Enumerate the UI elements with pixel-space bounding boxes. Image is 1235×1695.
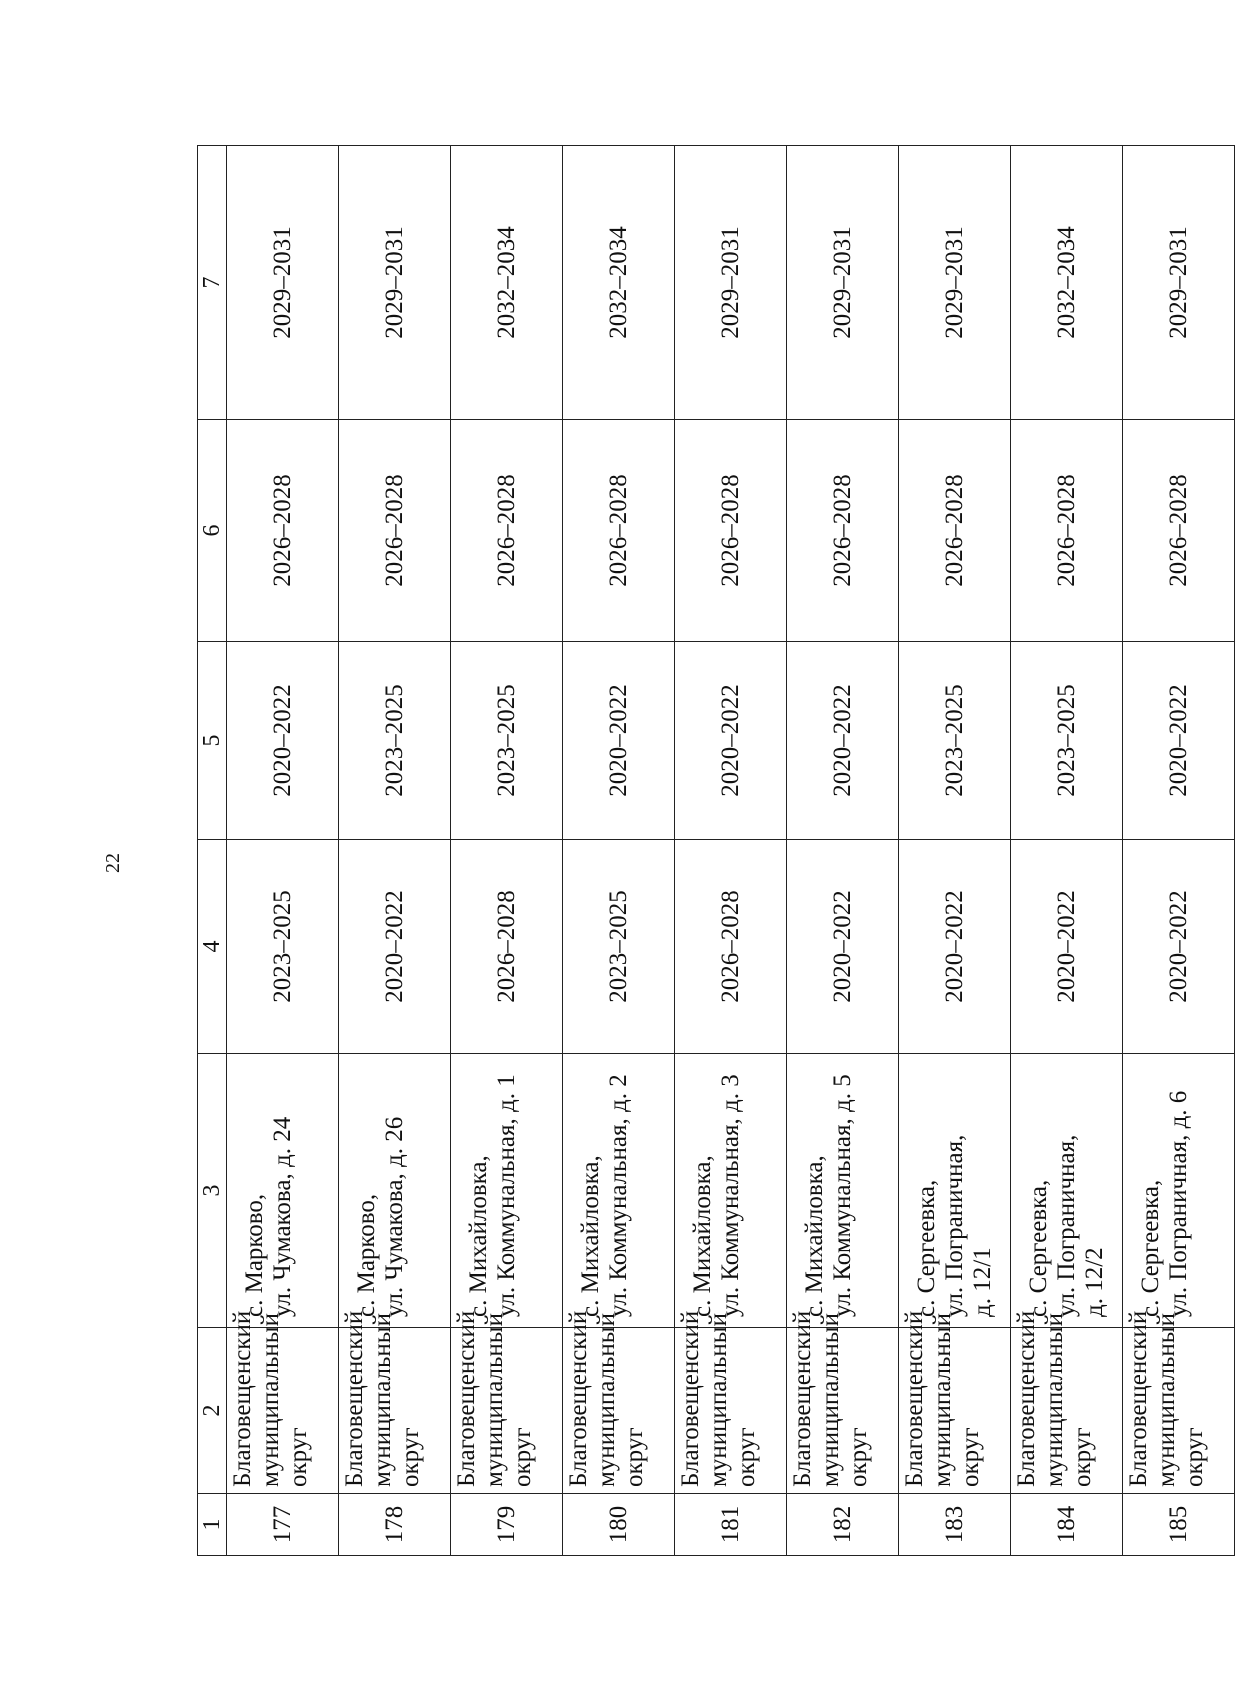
district-cell xyxy=(787,1310,899,1494)
address-cell xyxy=(339,1054,451,1328)
header-col-1: 1 xyxy=(198,1494,227,1556)
table-row xyxy=(675,146,787,1556)
address-line: ул. Пограничная, xyxy=(1053,1134,1080,1317)
address-line: д. 12/1 xyxy=(969,1247,996,1317)
period-cell-5: 2020–2022 xyxy=(787,642,899,840)
district-line: Благовещенский xyxy=(1013,1310,1040,1487)
address-line: ул. Пограничная, xyxy=(941,1134,968,1317)
district-line: муниципальный xyxy=(1153,1313,1180,1487)
period-cell-6: 2026–2028 xyxy=(563,420,675,642)
header-col-3: 3 xyxy=(198,1054,227,1328)
row-number-cell: 179 xyxy=(451,1494,563,1556)
schedule-table-container xyxy=(197,146,1208,1556)
address-line: д. 12/2 xyxy=(1081,1247,1108,1317)
district-line: Благовещенский xyxy=(229,1310,256,1487)
district-cell xyxy=(563,1310,675,1494)
address-line: ул. Коммунальная, д. 5 xyxy=(829,1074,856,1317)
address-cell xyxy=(899,1054,1011,1328)
district-line: муниципальный xyxy=(257,1313,284,1487)
period-cell-5: 2020–2022 xyxy=(227,642,339,840)
district-cell xyxy=(339,1310,451,1494)
period-cell-7: 2029–2031 xyxy=(787,146,899,420)
period-cell-5: 2023–2025 xyxy=(451,642,563,840)
period-cell-7: 2029–2031 xyxy=(675,146,787,420)
row-number-cell: 185 xyxy=(1123,1494,1235,1556)
period-cell-6: 2026–2028 xyxy=(451,420,563,642)
period-cell-7: 2032–2034 xyxy=(451,146,563,420)
district-line: муниципальный xyxy=(929,1313,956,1487)
table-row xyxy=(227,146,339,1556)
table-row xyxy=(1123,146,1235,1556)
row-number-cell: 181 xyxy=(675,1494,787,1556)
district-line: округ xyxy=(509,1427,536,1487)
district-line: округ xyxy=(285,1427,312,1487)
table-row xyxy=(899,146,1011,1556)
district-line: Благовещенский xyxy=(677,1310,704,1487)
address-cell xyxy=(787,1054,899,1328)
district-line: округ xyxy=(957,1427,984,1487)
row-number-cell: 183 xyxy=(899,1494,1011,1556)
period-cell-6: 2026–2028 xyxy=(1011,420,1123,642)
period-cell-4: 2020–2022 xyxy=(899,840,1011,1054)
address-cell xyxy=(1011,1054,1123,1328)
district-line: округ xyxy=(397,1427,424,1487)
address-line: с. Михайловка, xyxy=(801,1155,828,1317)
period-cell-6: 2026–2028 xyxy=(899,420,1011,642)
row-number-cell: 178 xyxy=(339,1494,451,1556)
header-col-2: 2 xyxy=(198,1328,227,1494)
address-line: ул. Коммунальная, д. 2 xyxy=(605,1074,632,1317)
district-line: округ xyxy=(1181,1427,1208,1487)
row-number-cell: 184 xyxy=(1011,1494,1123,1556)
period-cell-5: 2020–2022 xyxy=(1123,642,1235,840)
page-number: 22 xyxy=(101,853,124,873)
header-col-4: 4 xyxy=(198,840,227,1054)
header-col-6: 6 xyxy=(198,420,227,642)
table-body xyxy=(227,146,1235,1556)
district-line: Благовещенский xyxy=(901,1310,928,1487)
address-line: ул. Чумакова, д. 24 xyxy=(269,1116,296,1317)
address-line: с. Михайловка, xyxy=(465,1155,492,1317)
address-line: с. Марково, xyxy=(241,1193,268,1317)
period-cell-6: 2026–2028 xyxy=(339,420,451,642)
period-cell-7: 2029–2031 xyxy=(899,146,1011,420)
district-line: Благовещенский xyxy=(565,1310,592,1487)
table-row xyxy=(1011,146,1123,1556)
district-line: муниципальный xyxy=(1041,1313,1068,1487)
period-cell-7: 2029–2031 xyxy=(339,146,451,420)
row-number-cell: 180 xyxy=(563,1494,675,1556)
district-line: муниципальный xyxy=(593,1313,620,1487)
district-line: округ xyxy=(845,1427,872,1487)
address-line: с. Марково, xyxy=(353,1193,380,1317)
district-line: округ xyxy=(733,1427,760,1487)
district-line: муниципальный xyxy=(817,1313,844,1487)
district-cell xyxy=(1011,1310,1123,1494)
period-cell-5: 2020–2022 xyxy=(675,642,787,840)
address-line: ул. Коммунальная, д. 3 xyxy=(717,1074,744,1317)
schedule-table-rotated xyxy=(197,146,1208,1556)
district-line: Благовещенский xyxy=(1125,1310,1152,1487)
period-cell-6: 2026–2028 xyxy=(227,420,339,642)
address-cell xyxy=(451,1054,563,1328)
period-cell-4: 2020–2022 xyxy=(787,840,899,1054)
table-row xyxy=(451,146,563,1556)
address-line: ул. Коммунальная, д. 1 xyxy=(493,1074,520,1317)
district-cell xyxy=(675,1310,787,1494)
header-col-5: 5 xyxy=(198,642,227,840)
period-cell-7: 2032–2034 xyxy=(563,146,675,420)
period-cell-4: 2020–2022 xyxy=(1011,840,1123,1054)
row-number-cell: 182 xyxy=(787,1494,899,1556)
address-cell xyxy=(1123,1054,1235,1328)
period-cell-4: 2020–2022 xyxy=(339,840,451,1054)
district-line: Благовещенский xyxy=(341,1310,368,1487)
district-line: округ xyxy=(621,1427,648,1487)
period-cell-4: 2023–2025 xyxy=(563,840,675,1054)
period-cell-5: 2020–2022 xyxy=(563,642,675,840)
table-header-row xyxy=(198,146,227,1556)
row-number-cell: 177 xyxy=(227,1494,339,1556)
district-cell xyxy=(227,1310,339,1494)
district-line: муниципальный xyxy=(705,1313,732,1487)
district-line: округ xyxy=(1069,1427,1096,1487)
schedule-table xyxy=(197,145,1235,1556)
period-cell-6: 2026–2028 xyxy=(675,420,787,642)
district-cell xyxy=(1123,1310,1235,1494)
address-line: с. Сергеевка, xyxy=(1025,1179,1052,1317)
district-line: Благовещенский xyxy=(789,1310,816,1487)
header-col-7: 7 xyxy=(198,146,227,420)
table-row xyxy=(563,146,675,1556)
address-line: с. Михайловка, xyxy=(577,1155,604,1317)
address-line: с. Михайловка, xyxy=(689,1155,716,1317)
district-line: муниципальный xyxy=(481,1313,508,1487)
address-line: ул. Чумакова, д. 26 xyxy=(381,1116,408,1317)
period-cell-7: 2032–2034 xyxy=(1011,146,1123,420)
table-row xyxy=(787,146,899,1556)
address-line: с. Сергеевка, xyxy=(913,1179,940,1317)
period-cell-5: 2023–2025 xyxy=(899,642,1011,840)
address-cell xyxy=(675,1054,787,1328)
period-cell-4: 2020–2022 xyxy=(1123,840,1235,1054)
district-line: Благовещенский xyxy=(453,1310,480,1487)
period-cell-5: 2023–2025 xyxy=(339,642,451,840)
address-cell xyxy=(563,1054,675,1328)
address-line: ул. Пограничная, д. 6 xyxy=(1165,1090,1192,1317)
district-cell xyxy=(451,1310,563,1494)
address-line: с. Сергеевка, xyxy=(1137,1179,1164,1317)
period-cell-4: 2023–2025 xyxy=(227,840,339,1054)
period-cell-4: 2026–2028 xyxy=(675,840,787,1054)
district-line: муниципальный xyxy=(369,1313,396,1487)
period-cell-7: 2029–2031 xyxy=(227,146,339,420)
table-row xyxy=(339,146,451,1556)
district-cell xyxy=(899,1310,1011,1494)
period-cell-5: 2023–2025 xyxy=(1011,642,1123,840)
period-cell-6: 2026–2028 xyxy=(1123,420,1235,642)
period-cell-7: 2029–2031 xyxy=(1123,146,1235,420)
period-cell-4: 2026–2028 xyxy=(451,840,563,1054)
period-cell-6: 2026–2028 xyxy=(787,420,899,642)
address-cell xyxy=(227,1054,339,1328)
